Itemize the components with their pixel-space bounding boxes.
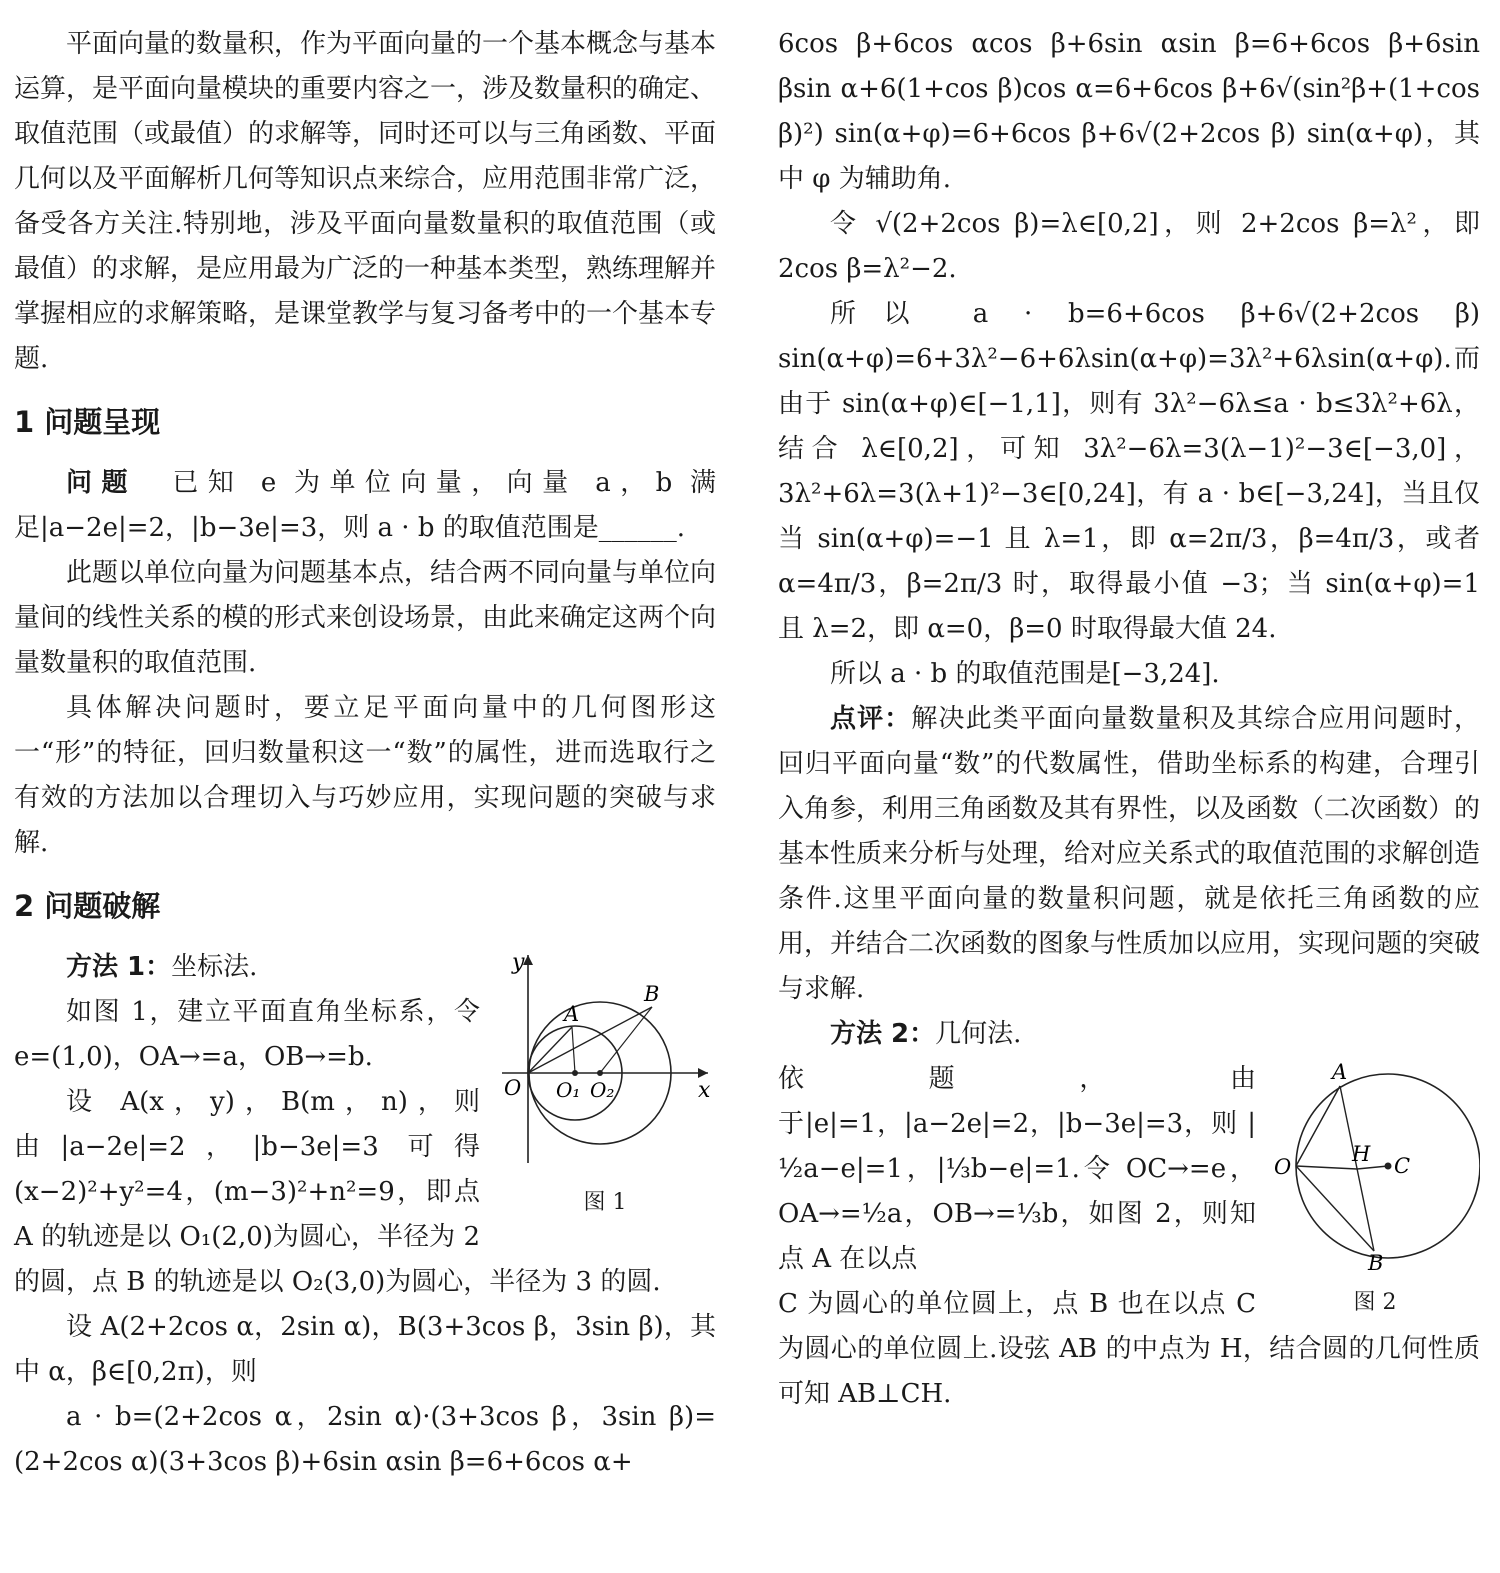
figure-2-diagram xyxy=(1270,1061,1480,1271)
label-b: B xyxy=(644,982,660,1006)
method-1-parametrization: 设 A(2+2cos α，2sin α)，B(3+3cos β，3sin β)，其中 α，β∈[0,2π)，则 xyxy=(14,1312,716,1387)
label-b: B xyxy=(1368,1251,1384,1271)
segment-oa-inner xyxy=(1296,1086,1340,1166)
derivation-continued: 6cos β+6cos αcos β+6sin αsin β=6+6cos β+6sin βsin α+6(1+cos β)cos α=6+6cos β+6√(sin²β+(1+cos β)²) sin(α+φ)=6+6cos β+6√(2+2cos β) sin(α+φ)，其中 φ 为辅助角. xyxy=(778,29,1480,194)
segment-hc xyxy=(1357,1166,1388,1169)
method-1-product: a · b=(2+2cos α，2sin α)·(3+3cos β，3sin β)=(2+2cos α)(3+3cos β)+6sin αsin β=6+6cos α+ xyxy=(14,1402,716,1477)
method-2-title xyxy=(778,1012,1480,1057)
label-o1: O₁ xyxy=(556,1078,581,1102)
left-column xyxy=(14,22,716,1485)
method-1-label: 方法 1： xyxy=(66,952,172,982)
figure-2 xyxy=(1270,1061,1480,1318)
intro-paragraph: 平面向量的数量积，作为平面向量的一个基本概念与基本运算，是平面向量模块的重要内容之一，涉及数量积的确定、取值范围（或最值）的求解等，同时还可以与三角函数、平面几何以及平面解析几何等知识点来综合，应用范围非常广泛，备受各方关注.特别地，涉及平面向量数量积的取值范围（或最值）的求解，是应用最为广泛的一种基本类型，熟练理解并掌握相应的求解策略，是课堂教学与复习备考中的一个基本专题. xyxy=(14,29,717,374)
setup-paragraph: 此题以单位向量为问题基本点，结合两不同向量与单位向量间的线性关系的模的形式来创设场景，由此来确定这两个向量数量积的取值范围. xyxy=(14,558,717,678)
figure-1-diagram xyxy=(494,949,716,1171)
problem-statement xyxy=(14,461,716,551)
method-1-conclusion: 所以 a · b 的取值范围是[−3,24]. xyxy=(830,659,1220,689)
segment-ob xyxy=(1296,1166,1374,1251)
method-1-setup: 如图 1，建立平面直角坐标系，令 e=(1,0)，OA→=a，OB→=b. xyxy=(14,997,480,1072)
section-1-heading: 1 问题呈现 xyxy=(14,405,161,439)
method-1-name: 坐标法. xyxy=(171,952,258,982)
problem-label: 问题 xyxy=(66,468,137,498)
method-2-conclusion: C 为圆心的单位圆上，点 B 也在以点 C 为圆心的单位圆上.设弦 AB 的中点为 H，结合圆的几何性质可知 AB⊥CH. xyxy=(778,1289,1480,1409)
label-origin: O xyxy=(504,1076,522,1100)
label-y: y xyxy=(512,950,525,975)
comment-text: 解决此类平面向量数量积及其综合应用问题时，回归平面向量“数”的代数属性，借助坐标系的构建，合理引入角参，利用三角函数及其有界性，以及函数（二次函数）的基本性质来分析与处理，给对应关系式的取值范围的求解创造条件.这里平面向量的数量积问题，就是依托三角函数的应用，并结合二次函数的图象与性质加以应用，实现问题的突破与求解. xyxy=(778,704,1481,1004)
label-o2: O₂ xyxy=(590,1078,615,1102)
label-a: A xyxy=(1332,1061,1348,1084)
method-1-trajectory: 设 A(x，y)，B(m，n)，则由|a−2e|=2，|b−3e|=3 可得(x−2)²+y²=4，(m−3)²+n²=9，即点 A 的轨迹是以 O₁(2,0)为圆心，半径为 2 的圆，点 B 的轨迹是以 O₂(3,0)为圆心，半径为 3 的圆. xyxy=(14,1087,661,1297)
point-o1 xyxy=(572,1070,578,1076)
label-h: H xyxy=(1352,1142,1371,1166)
label-o: O xyxy=(1274,1155,1292,1179)
method-2-name: 几何法. xyxy=(935,1019,1022,1049)
x-axis-arrow-icon xyxy=(698,1068,708,1078)
approach-paragraph: 具体解决问题时，要立足平面向量中的几何图形这一“形”的特征，回归数量积这一“数”的属性，进而选取行之有效的方法加以合理切入与巧妙应用，实现问题的突破与求解. xyxy=(14,693,716,858)
problem-text: 已知 e 为单位向量，向量 a，b 满足|a−2e|=2，|b−3e|=3，则 a · b 的取值范围是______. xyxy=(14,468,716,543)
substitution-paragraph: 令 √(2+2cos β)=λ∈[0,2]，则 2+2cos β=λ²，即 2cos β=λ²−2. xyxy=(778,209,1480,284)
comment-paragraph xyxy=(778,697,1480,1012)
right-column xyxy=(778,22,1480,1417)
figure-1 xyxy=(494,949,716,1218)
segment-oh xyxy=(1296,1166,1357,1169)
point-o2 xyxy=(597,1070,603,1076)
method-2-body: 依题，由于|e|=1，|a−2e|=2，|b−3e|=3，则 |½a−e|=1，|⅓b−e|=1.令 OC→=e，OA→=½a，OB→=⅓b，如图 2，则知点 A 在以点 xyxy=(778,1064,1256,1274)
label-x: x xyxy=(698,1078,711,1103)
label-c: C xyxy=(1394,1154,1411,1178)
label-a: A xyxy=(564,1002,580,1026)
comment-label: 点评： xyxy=(830,704,912,734)
figure-2-caption: 图 2 xyxy=(1353,1290,1397,1315)
point-c xyxy=(1385,1163,1392,1170)
segment-ob xyxy=(528,1007,652,1073)
figure-1-caption: 图 1 xyxy=(583,1190,627,1215)
range-derivation: 所以 a · b=6+6cos β+6√(2+2cos β) sin(α+φ)=6+3λ²−6+6λsin(α+φ)=3λ²+6λsin(α+φ).而由于 sin(α+φ)∈[−1,1]，则有 3λ²−6λ≤a · b≤3λ²+6λ，结合 λ∈[0,2]，可知 3λ²−6λ=3(λ−1)²−3∈[−3,0]，3λ²+6λ=3(λ+1)²−3∈[0,24]，有 a · b∈[−3,24]，当且仅当 sin(α+φ)=−1 且 λ=1，即 α=2π/3，β=4π/3，或者 α=4π/3，β=2π/3 时，取得最小值 −3；当 sin(α+φ)=1 且 λ=2，即 α=0，β=0 时取得最大值 24. xyxy=(778,299,1480,644)
y-axis-arrow-icon xyxy=(523,955,533,965)
section-2-heading: 2 问题破解 xyxy=(14,889,161,923)
method-2-label: 方法 2： xyxy=(830,1019,936,1049)
